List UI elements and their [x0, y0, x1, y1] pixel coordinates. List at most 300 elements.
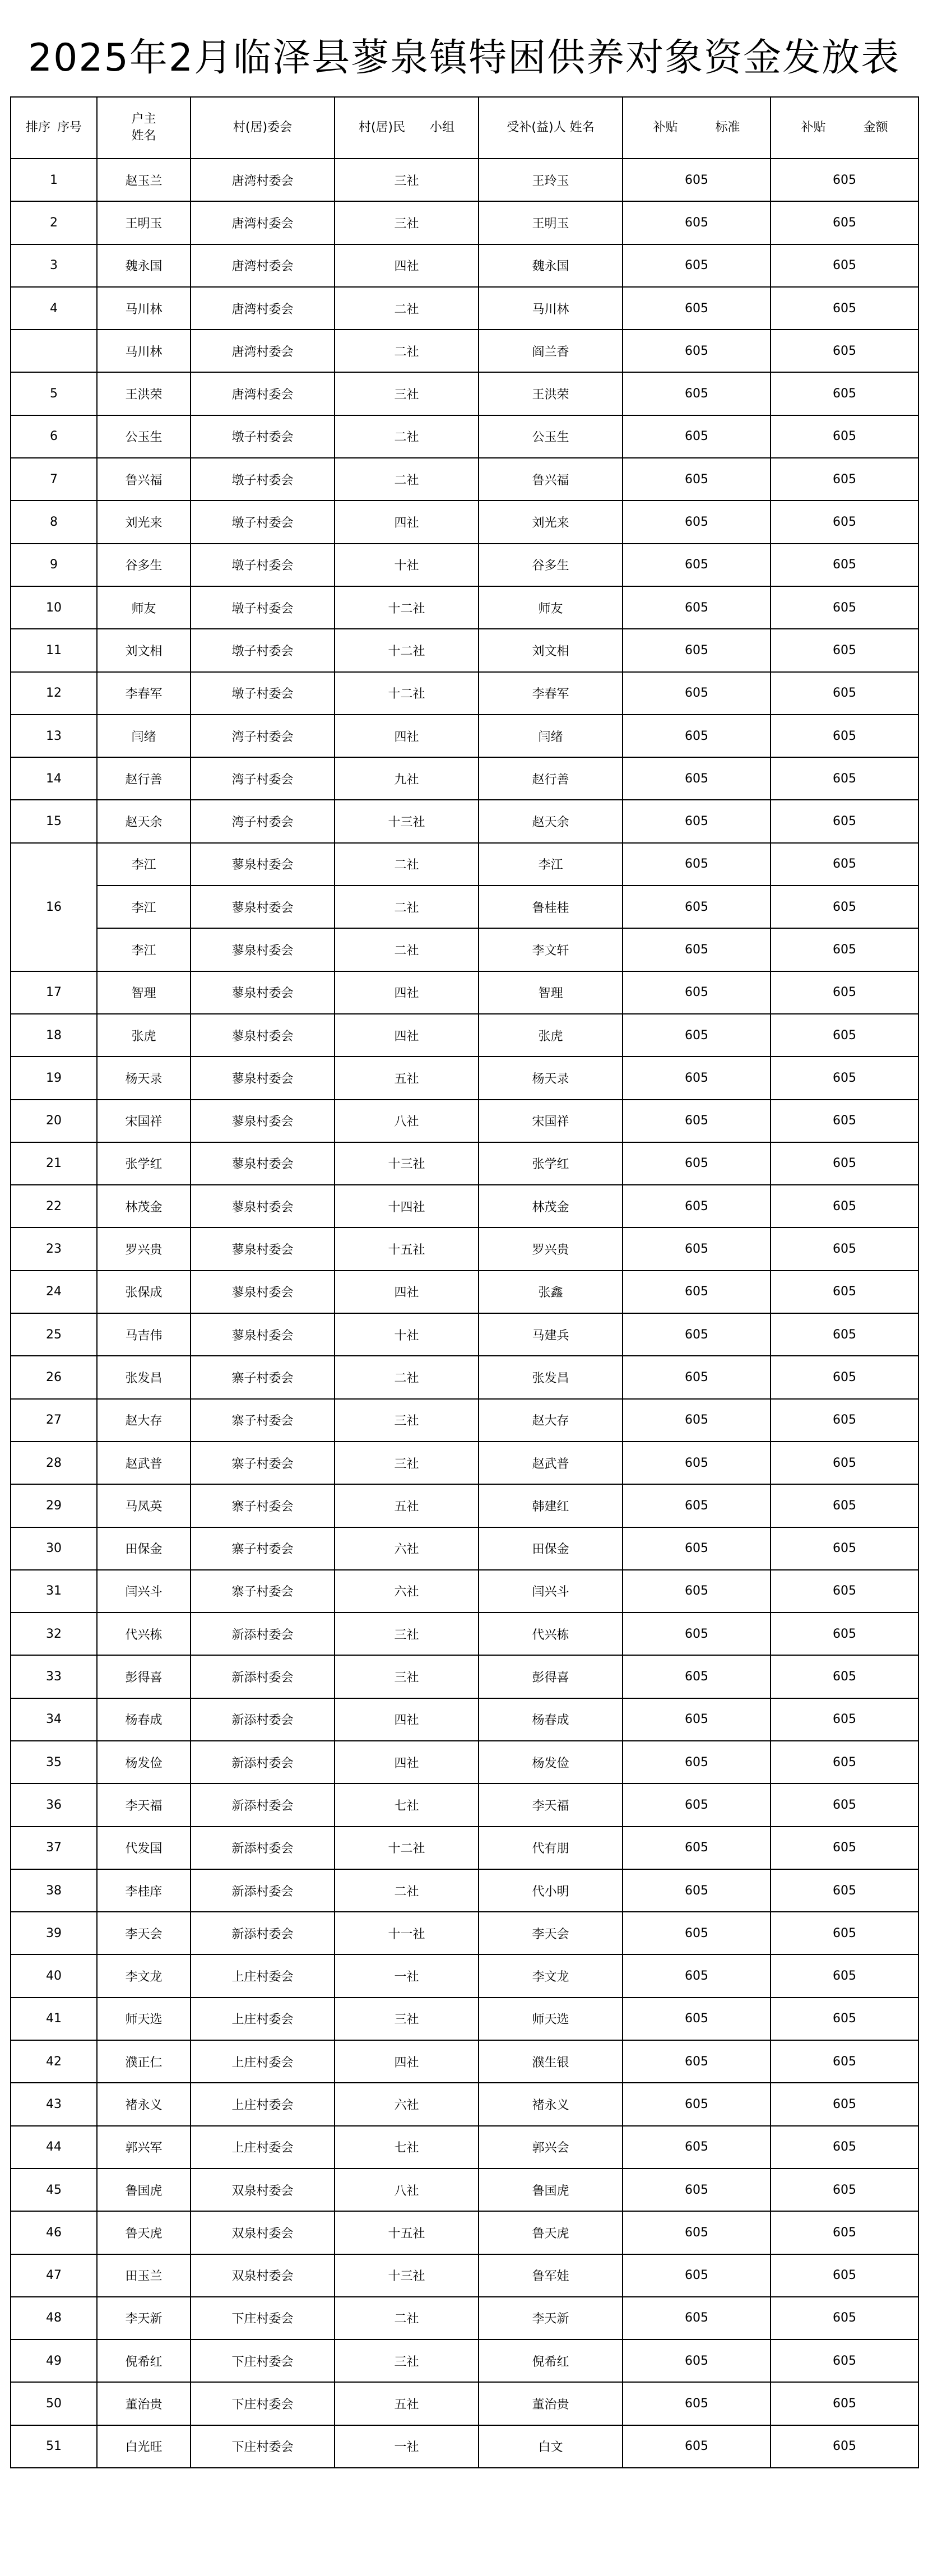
- table-row: [11, 1655, 918, 1698]
- cell-group: 三社: [335, 1442, 479, 1484]
- cell-amount: 605: [771, 458, 918, 501]
- cell-recipient: 闫绪: [479, 715, 623, 757]
- cell-group: 十一社: [335, 1912, 479, 1954]
- cell-seq: 29: [11, 1484, 97, 1527]
- table-row: [11, 1869, 918, 1912]
- cell-amount: 605: [771, 1954, 918, 1997]
- cell-seq: 51: [11, 2425, 97, 2468]
- cell-amount: 605: [771, 1057, 918, 1099]
- cell-recipient: 王洪荣: [479, 372, 623, 415]
- cell-household-head: 褚永义: [97, 2083, 191, 2125]
- cell-household-head: 公玉生: [97, 415, 191, 458]
- cell-amount: 605: [771, 2040, 918, 2083]
- cell-seq: 26: [11, 1356, 97, 1398]
- cell-seq: 7: [11, 458, 97, 501]
- cell-recipient: 马川林: [479, 287, 623, 330]
- cell-group: 四社: [335, 715, 479, 757]
- cell-village: 墩子村委会: [191, 415, 335, 458]
- header-household-head: 户主 姓名: [97, 97, 191, 159]
- cell-household-head: 马凤英: [97, 1484, 191, 1527]
- cell-amount: 605: [771, 2211, 918, 2254]
- cell-standard: 605: [623, 1698, 771, 1741]
- cell-group: 三社: [335, 159, 479, 201]
- header-amount: 补贴 金额: [771, 97, 918, 159]
- table-row: [11, 586, 918, 629]
- cell-standard: 605: [623, 159, 771, 201]
- cell-village: 上庄村委会: [191, 1998, 335, 2040]
- cell-standard: 605: [623, 1227, 771, 1270]
- cell-group: 三社: [335, 1655, 479, 1698]
- cell-group: 五社: [335, 2382, 479, 2425]
- table-header-row: [11, 97, 918, 159]
- cell-village: 墩子村委会: [191, 458, 335, 501]
- cell-seq: 16: [11, 843, 97, 971]
- cell-household-head: 罗兴贵: [97, 1227, 191, 1270]
- cell-recipient: 公玉生: [479, 415, 623, 458]
- table-row: [11, 1613, 918, 1655]
- cell-group: 十五社: [335, 2211, 479, 2254]
- cell-standard: 605: [623, 1954, 771, 1997]
- cell-amount: 605: [771, 1869, 918, 1912]
- cell-household-head: 鲁兴福: [97, 458, 191, 501]
- cell-amount: 605: [771, 1271, 918, 1313]
- cell-village: 寨子村委会: [191, 1484, 335, 1527]
- cell-household-head: 代兴栋: [97, 1613, 191, 1655]
- cell-recipient: 李文龙: [479, 1954, 623, 1997]
- cell-village: 新添村委会: [191, 1698, 335, 1741]
- table-row: [11, 2254, 918, 2297]
- table-row: [11, 287, 918, 330]
- cell-village: 下庄村委会: [191, 2382, 335, 2425]
- cell-recipient: 王明玉: [479, 201, 623, 244]
- cell-household-head: 杨天录: [97, 1057, 191, 1099]
- cell-standard: 605: [623, 201, 771, 244]
- cell-group: 十五社: [335, 1227, 479, 1270]
- cell-standard: 605: [623, 715, 771, 757]
- cell-seq: 17: [11, 971, 97, 1014]
- cell-amount: 605: [771, 2083, 918, 2125]
- cell-group: 三社: [335, 1998, 479, 2040]
- cell-group: 十二社: [335, 672, 479, 715]
- cell-household-head: 董治贵: [97, 2382, 191, 2425]
- cell-group: 二社: [335, 1869, 479, 1912]
- cell-household-head: 马川林: [97, 330, 191, 372]
- cell-recipient: 阎兰香: [479, 330, 623, 372]
- cell-standard: 605: [623, 2126, 771, 2169]
- table-row: [11, 2297, 918, 2339]
- cell-amount: 605: [771, 971, 918, 1014]
- cell-group: 四社: [335, 1741, 479, 1783]
- cell-amount: 605: [771, 415, 918, 458]
- cell-recipient: 闫兴斗: [479, 1570, 623, 1613]
- cell-amount: 605: [771, 2425, 918, 2468]
- cell-recipient: 代兴栋: [479, 1613, 623, 1655]
- cell-village: 蓼泉村委会: [191, 1227, 335, 1270]
- cell-recipient: 师友: [479, 586, 623, 629]
- cell-amount: 605: [771, 1698, 918, 1741]
- cell-standard: 605: [623, 1100, 771, 1142]
- cell-amount: 605: [771, 372, 918, 415]
- cell-group: 五社: [335, 1484, 479, 1527]
- cell-recipient: 谷多生: [479, 544, 623, 586]
- cell-recipient: 鲁兴福: [479, 458, 623, 501]
- table-row: [11, 1057, 918, 1099]
- cell-recipient: 代有朋: [479, 1827, 623, 1869]
- cell-village: 湾子村委会: [191, 800, 335, 842]
- table-row: [11, 501, 918, 543]
- cell-recipient: 郭兴会: [479, 2126, 623, 2169]
- cell-amount: 605: [771, 843, 918, 886]
- cell-standard: 605: [623, 287, 771, 330]
- cell-standard: 605: [623, 372, 771, 415]
- cell-standard: 605: [623, 2339, 771, 2382]
- cell-amount: 605: [771, 1527, 918, 1570]
- table-row: [11, 1484, 918, 1527]
- cell-group: 五社: [335, 1057, 479, 1099]
- cell-group: 十四社: [335, 1185, 479, 1227]
- table-row: [11, 1783, 918, 1826]
- cell-amount: 605: [771, 1185, 918, 1227]
- cell-group: 十三社: [335, 1142, 479, 1185]
- cell-household-head: 魏永国: [97, 244, 191, 287]
- cell-seq: 6: [11, 415, 97, 458]
- cell-seq: 34: [11, 1698, 97, 1741]
- cell-seq: 48: [11, 2297, 97, 2339]
- cell-recipient: 赵武普: [479, 1442, 623, 1484]
- cell-standard: 605: [623, 1655, 771, 1698]
- cell-amount: 605: [771, 1783, 918, 1826]
- cell-village: 蓼泉村委会: [191, 886, 335, 928]
- cell-group: 四社: [335, 501, 479, 543]
- cell-household-head: 马吉伟: [97, 1313, 191, 1356]
- cell-seq: 5: [11, 372, 97, 415]
- cell-amount: 605: [771, 2339, 918, 2382]
- table-row: [11, 1741, 918, 1783]
- cell-seq: 3: [11, 244, 97, 287]
- cell-standard: 605: [623, 1014, 771, 1057]
- cell-village: 新添村委会: [191, 1783, 335, 1826]
- cell-household-head: 赵行善: [97, 757, 191, 800]
- cell-seq: 12: [11, 672, 97, 715]
- cell-amount: 605: [771, 2382, 918, 2425]
- cell-seq: 38: [11, 1869, 97, 1912]
- cell-group: 八社: [335, 2169, 479, 2211]
- cell-standard: 605: [623, 1442, 771, 1484]
- table-row: [11, 1527, 918, 1570]
- cell-amount: 605: [771, 159, 918, 201]
- cell-group: 十三社: [335, 800, 479, 842]
- page-title: 2025年2月临泽县蓼泉镇特困供养对象资金发放表: [27, 35, 901, 80]
- header-seq: 排序 序号: [11, 97, 97, 159]
- cell-amount: 605: [771, 330, 918, 372]
- cell-household-head: 彭得喜: [97, 1655, 191, 1698]
- cell-amount: 605: [771, 586, 918, 629]
- cell-recipient: 张学红: [479, 1142, 623, 1185]
- cell-amount: 605: [771, 2126, 918, 2169]
- cell-seq: 46: [11, 2211, 97, 2254]
- table-row: [11, 159, 918, 201]
- cell-amount: 605: [771, 1100, 918, 1142]
- cell-seq: 13: [11, 715, 97, 757]
- cell-village: 双泉村委会: [191, 2211, 335, 2254]
- cell-standard: 605: [623, 2254, 771, 2297]
- cell-household-head: 智理: [97, 971, 191, 1014]
- cell-village: 蓼泉村委会: [191, 1142, 335, 1185]
- table-row: [11, 2040, 918, 2083]
- cell-group: 十二社: [335, 586, 479, 629]
- cell-seq: 39: [11, 1912, 97, 1954]
- cell-standard: 605: [623, 1527, 771, 1570]
- cell-household-head: 李江: [97, 886, 191, 928]
- cell-village: 寨子村委会: [191, 1527, 335, 1570]
- cell-household-head: 鲁国虎: [97, 2169, 191, 2211]
- cell-recipient: 杨发俭: [479, 1741, 623, 1783]
- cell-household-head: 宋国祥: [97, 1100, 191, 1142]
- cell-standard: 605: [623, 2040, 771, 2083]
- cell-amount: 605: [771, 201, 918, 244]
- cell-amount: 605: [771, 672, 918, 715]
- cell-standard: 605: [623, 2297, 771, 2339]
- cell-seq: 50: [11, 2382, 97, 2425]
- cell-recipient: 赵大存: [479, 1399, 623, 1442]
- cell-household-head: 郭兴军: [97, 2126, 191, 2169]
- cell-seq: 8: [11, 501, 97, 543]
- cell-group: 七社: [335, 1783, 479, 1826]
- cell-seq: 25: [11, 1313, 97, 1356]
- table-row: [11, 2083, 918, 2125]
- cell-amount: 605: [771, 244, 918, 287]
- cell-household-head: 刘文相: [97, 629, 191, 671]
- cell-group: 四社: [335, 2040, 479, 2083]
- cell-seq: 30: [11, 1527, 97, 1570]
- cell-household-head: 师天选: [97, 1998, 191, 2040]
- cell-village: 蓼泉村委会: [191, 1014, 335, 1057]
- cell-seq: 49: [11, 2339, 97, 2382]
- cell-household-head: 师友: [97, 586, 191, 629]
- table-row: [11, 244, 918, 287]
- cell-amount: 605: [771, 1442, 918, 1484]
- cell-standard: 605: [623, 244, 771, 287]
- cell-recipient: 马建兵: [479, 1313, 623, 1356]
- cell-village: 蓼泉村委会: [191, 1185, 335, 1227]
- cell-standard: 605: [623, 2425, 771, 2468]
- cell-seq: 11: [11, 629, 97, 671]
- cell-amount: 605: [771, 715, 918, 757]
- table-row: [11, 629, 918, 671]
- cell-standard: 605: [623, 1271, 771, 1313]
- cell-recipient: 林茂金: [479, 1185, 623, 1227]
- cell-village: 下庄村委会: [191, 2425, 335, 2468]
- cell-recipient: 李天福: [479, 1783, 623, 1826]
- cell-standard: 605: [623, 1570, 771, 1613]
- cell-group: 一社: [335, 2425, 479, 2468]
- cell-seq: 22: [11, 1185, 97, 1227]
- cell-recipient: 褚永义: [479, 2083, 623, 2125]
- cell-group: 二社: [335, 2297, 479, 2339]
- table-row: [11, 1185, 918, 1227]
- cell-household-head: 白光旺: [97, 2425, 191, 2468]
- cell-group: 二社: [335, 287, 479, 330]
- cell-recipient: 彭得喜: [479, 1655, 623, 1698]
- cell-recipient: 赵行善: [479, 757, 623, 800]
- cell-household-head: 李春军: [97, 672, 191, 715]
- cell-group: 十二社: [335, 629, 479, 671]
- cell-standard: 605: [623, 1912, 771, 1954]
- table-row: [11, 2339, 918, 2382]
- cell-standard: 605: [623, 2083, 771, 2125]
- cell-standard: 605: [623, 586, 771, 629]
- cell-amount: 605: [771, 1227, 918, 1270]
- cell-seq: 37: [11, 1827, 97, 1869]
- cell-amount: 605: [771, 757, 918, 800]
- cell-household-head: 李桂庠: [97, 1869, 191, 1912]
- cell-group: 三社: [335, 2339, 479, 2382]
- table-row: [11, 2425, 918, 2468]
- cell-standard: 605: [623, 928, 771, 971]
- table-row: [11, 415, 918, 458]
- table-row: [11, 672, 918, 715]
- cell-recipient: 李文轩: [479, 928, 623, 971]
- cell-village: 蓼泉村委会: [191, 1057, 335, 1099]
- table-row: [11, 800, 918, 842]
- cell-village: 新添村委会: [191, 1869, 335, 1912]
- table-row: [11, 843, 918, 886]
- cell-recipient: 田保金: [479, 1527, 623, 1570]
- cell-village: 墩子村委会: [191, 544, 335, 586]
- cell-household-head: 濮正仁: [97, 2040, 191, 2083]
- table-row: [11, 971, 918, 1014]
- cell-household-head: 田保金: [97, 1527, 191, 1570]
- cell-standard: 605: [623, 672, 771, 715]
- cell-seq: 21: [11, 1142, 97, 1185]
- cell-household-head: 张保成: [97, 1271, 191, 1313]
- cell-village: 下庄村委会: [191, 2297, 335, 2339]
- cell-village: 蓼泉村委会: [191, 1271, 335, 1313]
- table-row: [11, 886, 918, 928]
- cell-household-head: 林茂金: [97, 1185, 191, 1227]
- cell-standard: 605: [623, 1613, 771, 1655]
- table-row: [11, 1912, 918, 1954]
- cell-standard: 605: [623, 800, 771, 842]
- cell-recipient: 师天选: [479, 1998, 623, 2040]
- cell-household-head: 田玉兰: [97, 2254, 191, 2297]
- cell-recipient: 濮生银: [479, 2040, 623, 2083]
- table-row: [11, 2126, 918, 2169]
- cell-amount: 605: [771, 1484, 918, 1527]
- table-row: [11, 330, 918, 372]
- cell-standard: 605: [623, 971, 771, 1014]
- cell-household-head: 李天福: [97, 1783, 191, 1826]
- cell-household-head: 赵大存: [97, 1399, 191, 1442]
- cell-village: 寨子村委会: [191, 1570, 335, 1613]
- table-body: [11, 159, 918, 2468]
- cell-seq: 40: [11, 1954, 97, 1997]
- cell-amount: 605: [771, 928, 918, 971]
- cell-standard: 605: [623, 629, 771, 671]
- cell-standard: 605: [623, 886, 771, 928]
- table-row: [11, 201, 918, 244]
- cell-village: 蓼泉村委会: [191, 1100, 335, 1142]
- cell-village: 墩子村委会: [191, 672, 335, 715]
- table-row: [11, 1313, 918, 1356]
- cell-group: 八社: [335, 1100, 479, 1142]
- cell-seq: 14: [11, 757, 97, 800]
- table-row: [11, 715, 918, 757]
- cell-recipient: 罗兴贵: [479, 1227, 623, 1270]
- cell-standard: 605: [623, 1142, 771, 1185]
- cell-recipient: 李春军: [479, 672, 623, 715]
- cell-recipient: 王玲玉: [479, 159, 623, 201]
- cell-amount: 605: [771, 1741, 918, 1783]
- cell-amount: 605: [771, 1313, 918, 1356]
- table-row: [11, 1014, 918, 1057]
- cell-standard: 605: [623, 843, 771, 886]
- cell-household-head: 张学红: [97, 1142, 191, 1185]
- cell-standard: 605: [623, 1185, 771, 1227]
- cell-amount: 605: [771, 2169, 918, 2211]
- subsidy-table: [10, 96, 919, 2468]
- cell-group: 四社: [335, 244, 479, 287]
- cell-group: 六社: [335, 1570, 479, 1613]
- cell-household-head: 杨发俭: [97, 1741, 191, 1783]
- cell-seq: 1: [11, 159, 97, 201]
- cell-village: 寨子村委会: [191, 1399, 335, 1442]
- cell-recipient: 白文: [479, 2425, 623, 2468]
- cell-group: 二社: [335, 330, 479, 372]
- cell-seq: 18: [11, 1014, 97, 1057]
- table-row: [11, 544, 918, 586]
- cell-village: 蓼泉村委会: [191, 928, 335, 971]
- cell-seq: 35: [11, 1741, 97, 1783]
- cell-group: 二社: [335, 458, 479, 501]
- cell-household-head: 倪希红: [97, 2339, 191, 2382]
- cell-recipient: 鲁桂桂: [479, 886, 623, 928]
- cell-standard: 605: [623, 1356, 771, 1398]
- cell-recipient: 杨天录: [479, 1057, 623, 1099]
- table-row: [11, 2382, 918, 2425]
- table-row: [11, 1399, 918, 1442]
- cell-standard: 605: [623, 1313, 771, 1356]
- cell-group: 十二社: [335, 1827, 479, 1869]
- cell-amount: 605: [771, 2297, 918, 2339]
- cell-seq: 36: [11, 1783, 97, 1826]
- cell-village: 蓼泉村委会: [191, 843, 335, 886]
- cell-household-head: 代发国: [97, 1827, 191, 1869]
- cell-household-head: 李天会: [97, 1912, 191, 1954]
- cell-seq: 42: [11, 2040, 97, 2083]
- cell-group: 二社: [335, 1356, 479, 1398]
- cell-amount: 605: [771, 544, 918, 586]
- cell-household-head: 赵玉兰: [97, 159, 191, 201]
- cell-household-head: 李文龙: [97, 1954, 191, 1997]
- table-row: [11, 928, 918, 971]
- cell-seq: 24: [11, 1271, 97, 1313]
- table-row: [11, 1142, 918, 1185]
- cell-village: 墩子村委会: [191, 586, 335, 629]
- cell-amount: 605: [771, 287, 918, 330]
- cell-seq: 20: [11, 1100, 97, 1142]
- cell-group: 二社: [335, 886, 479, 928]
- cell-seq: 28: [11, 1442, 97, 1484]
- cell-village: 上庄村委会: [191, 1954, 335, 1997]
- cell-seq: [11, 330, 97, 372]
- cell-group: 三社: [335, 1399, 479, 1442]
- cell-village: 上庄村委会: [191, 2040, 335, 2083]
- table-row: [11, 1271, 918, 1313]
- cell-village: 上庄村委会: [191, 2083, 335, 2125]
- table-row: [11, 372, 918, 415]
- cell-group: 三社: [335, 372, 479, 415]
